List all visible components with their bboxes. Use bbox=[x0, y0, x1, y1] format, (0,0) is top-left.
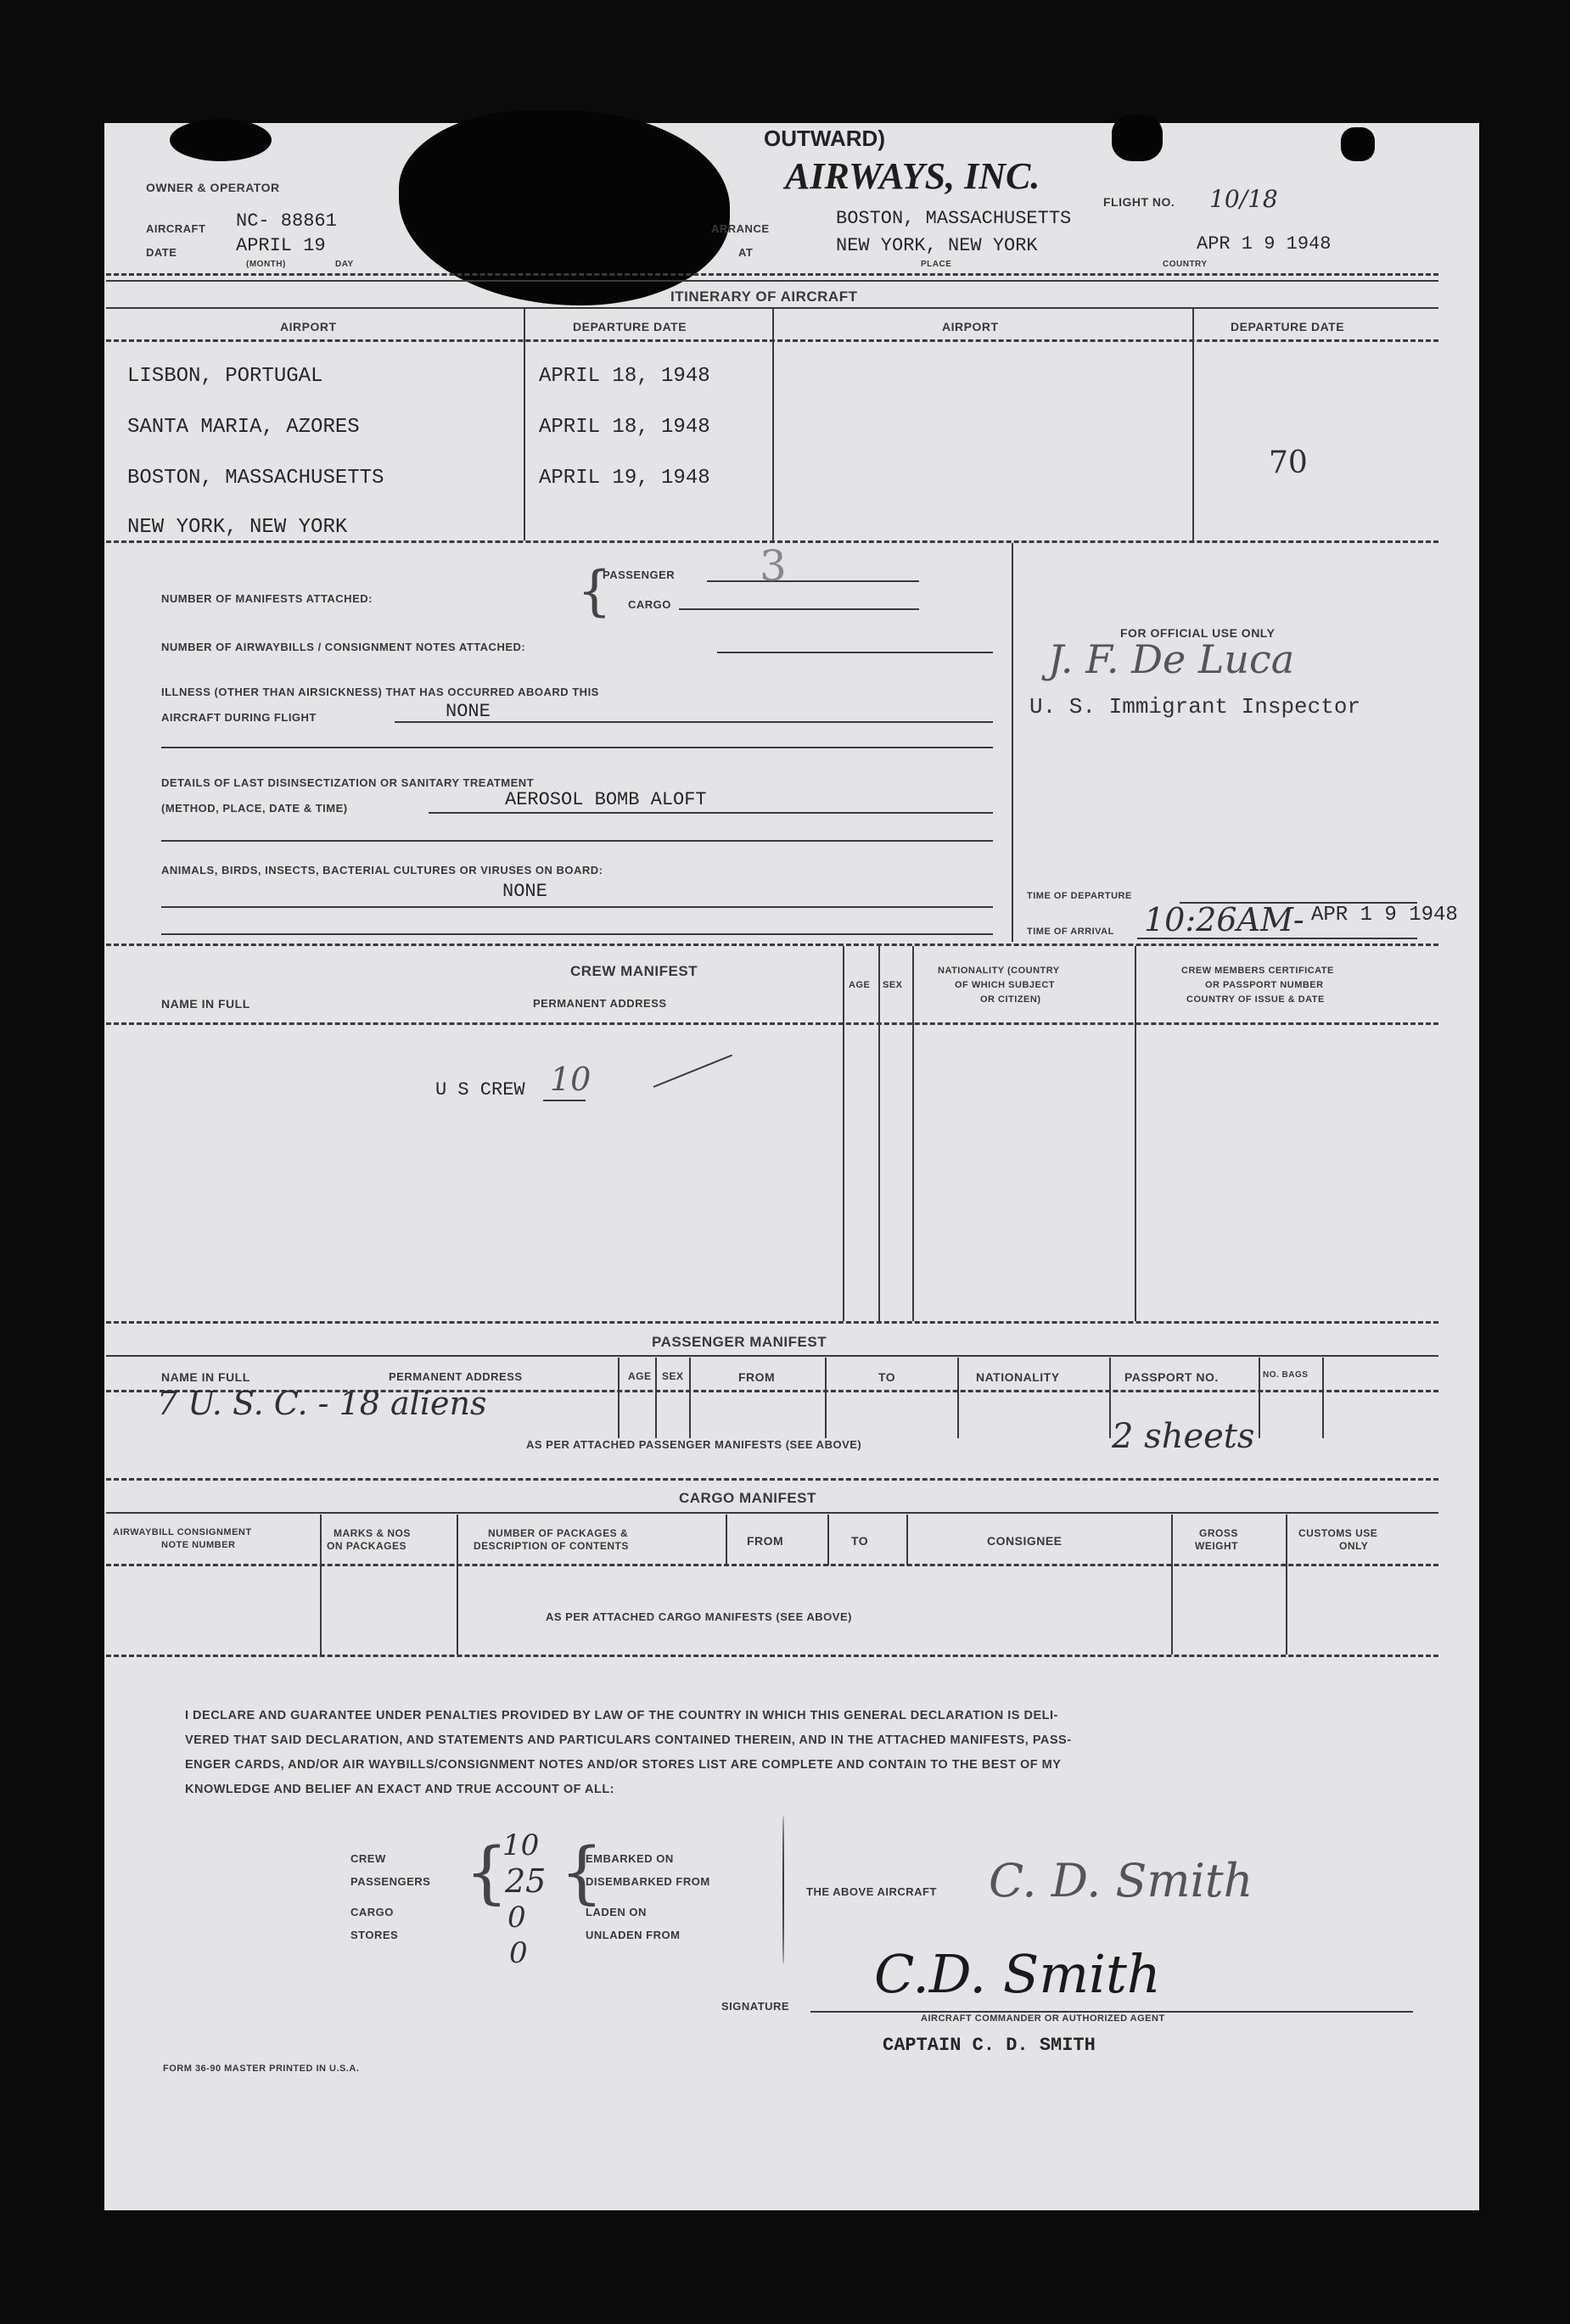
cargo-manifest-title: CARGO MANIFEST bbox=[679, 1490, 816, 1506]
crew-col-line-2 bbox=[878, 946, 880, 1321]
crew-col-line-3 bbox=[912, 946, 914, 1321]
itinerary-airport-1: LISBON, PORTUGAL bbox=[127, 365, 323, 388]
col-departure-date-2: DEPARTURE DATE bbox=[1231, 320, 1345, 333]
pass-col-bags: NO. BAGS bbox=[1263, 1370, 1309, 1380]
declaration-stores-label: STORES bbox=[350, 1929, 399, 1941]
declaration-crew-count: 10 bbox=[502, 1828, 540, 1862]
manifest-brace: { bbox=[577, 560, 612, 623]
col-departure-date: DEPARTURE DATE bbox=[573, 320, 687, 333]
us-crew-label: U S CREW bbox=[435, 1079, 525, 1100]
cargo-col-gross-1: GROSS bbox=[1199, 1527, 1238, 1539]
captain-name: CAPTAIN C. D. SMITH bbox=[883, 2035, 1096, 2056]
pass-col-line-3 bbox=[689, 1358, 691, 1438]
cargo-col-line-2 bbox=[457, 1515, 458, 1655]
pass-col-line-2 bbox=[655, 1358, 657, 1438]
cargo-col-from: FROM bbox=[747, 1534, 784, 1548]
declaration-right-brace: { bbox=[560, 1833, 603, 1912]
commander-label: AIRCRAFT COMMANDER OR AUTHORIZED AGENT bbox=[921, 2013, 1165, 2024]
date-label: DATE bbox=[146, 246, 177, 259]
header-rule bbox=[106, 273, 1438, 276]
crew-col-line-4 bbox=[1135, 946, 1136, 1321]
redaction-blot-right bbox=[1341, 127, 1375, 161]
illness-line-2 bbox=[161, 747, 993, 748]
cargo-col-line-4 bbox=[827, 1515, 829, 1565]
flight-number: 10/18 bbox=[1209, 185, 1278, 213]
crew-manifest-title: CREW MANIFEST bbox=[570, 963, 698, 979]
passenger-bottom-rule bbox=[106, 1478, 1438, 1481]
unladen-label: UNLADEN FROM bbox=[586, 1929, 681, 1941]
cargo-header-rule bbox=[106, 1564, 1438, 1566]
cargo-col-number-1: NUMBER OF PACKAGES & bbox=[488, 1527, 629, 1539]
above-aircraft-label: THE ABOVE AIRCRAFT bbox=[806, 1885, 937, 1898]
signature-line bbox=[810, 2011, 1413, 2013]
passenger-per-attached: AS PER ATTACHED PASSENGER MANIFESTS (SEE ABOVE) bbox=[526, 1438, 862, 1451]
laden-label: LADEN ON bbox=[586, 1906, 647, 1918]
pass-col-line-5 bbox=[957, 1358, 959, 1438]
animals-value: NONE bbox=[502, 881, 547, 902]
arrival-value: BOSTON, MASSACHUSETTS bbox=[836, 208, 1072, 229]
pass-col-sex: SEX bbox=[662, 1370, 684, 1382]
cargo-col-gross-2: WEIGHT bbox=[1195, 1540, 1238, 1552]
crew-col-nationality-1: NATIONALITY (COUNTRY bbox=[938, 966, 1060, 976]
arrival-time-label: TIME OF ARRIVAL bbox=[1027, 927, 1114, 937]
date-stamp: APR 1 9 1948 bbox=[1197, 233, 1332, 255]
pass-col-line-1 bbox=[618, 1358, 620, 1438]
passenger-manifest-title: PASSENGER MANIFEST bbox=[652, 1334, 827, 1350]
passenger-handwritten-count: 7 U. S. C. - 18 aliens bbox=[157, 1385, 487, 1422]
itinerary-date-3: APRIL 19, 1948 bbox=[539, 467, 710, 490]
manifests-label: NUMBER OF MANIFESTS ATTACHED: bbox=[161, 592, 373, 605]
crew-col-sex: SEX bbox=[883, 980, 903, 990]
cargo-col-customs-1: CUSTOMS USE bbox=[1298, 1527, 1378, 1539]
itinerary-airport-3: BOSTON, MASSACHUSETTS bbox=[127, 467, 384, 490]
cargo-col-customs-2: ONLY bbox=[1339, 1540, 1369, 1552]
crew-col-certificate-2: OR PASSPORT NUMBER bbox=[1205, 980, 1324, 990]
crew-col-certificate-3: COUNTRY OF ISSUE & DATE bbox=[1186, 994, 1325, 1005]
illness-label-1: ILLNESS (OTHER THAN AIRSICKNESS) THAT HAS OCCURRED ABOARD THIS bbox=[161, 686, 599, 698]
declaration-line-1: I DECLARE AND GUARANTEE UNDER PENALTIES PROVIDED BY LAW OF THE COUNTRY IN WHICH THIS GENERAL DECLARATION IS DELI- bbox=[185, 1709, 1058, 1722]
cargo-col-marks-2: ON PACKAGES bbox=[327, 1540, 407, 1552]
arrival-label: ARRANCE bbox=[711, 222, 770, 235]
itinerary-title: ITINERARY OF AIRCRAFT bbox=[670, 288, 858, 305]
cargo-col-marks-1: MARKS & NOS bbox=[334, 1527, 411, 1539]
cargo-col-to: TO bbox=[851, 1534, 869, 1548]
cargo-col-waybill-1: AIRWAYBILL CONSIGNMENT bbox=[113, 1527, 252, 1537]
itinerary-col-line-3 bbox=[1192, 307, 1194, 540]
declaration-crew-label: CREW bbox=[350, 1852, 386, 1865]
disinsect-value: AEROSOL BOMB ALOFT bbox=[505, 789, 707, 810]
details-bottom-rule bbox=[106, 944, 1438, 946]
arrival-time-line bbox=[1137, 938, 1417, 939]
cargo-col-line-3 bbox=[726, 1515, 727, 1565]
itinerary-col-line-1 bbox=[524, 307, 525, 540]
aircraft-value: NC- 88861 bbox=[236, 210, 337, 232]
declaration-left-brace: { bbox=[465, 1833, 508, 1912]
commander-signature: C.D. Smith bbox=[874, 1943, 1161, 2005]
passenger-manifest-count: 3 bbox=[760, 541, 787, 591]
pass-col-nationality: NATIONALITY bbox=[976, 1370, 1060, 1384]
cargo-col-line-7 bbox=[1286, 1515, 1287, 1655]
cargo-col-number-2: DESCRIPTION OF CONTENTS bbox=[474, 1540, 629, 1552]
disinsect-label-1: DETAILS OF LAST DISINSECTIZATION OR SANITARY TREATMENT bbox=[161, 776, 535, 789]
header-rule-2 bbox=[106, 280, 1438, 282]
cargo-title-rule bbox=[106, 1512, 1438, 1514]
declaration-passenger-count: 25 bbox=[505, 1862, 547, 1900]
redaction-blot-corner bbox=[1112, 115, 1163, 161]
disinsect-label-2: (METHOD, PLACE, DATE & TIME) bbox=[161, 802, 348, 815]
passenger-title-rule bbox=[106, 1355, 1438, 1357]
cargo-col-line-1 bbox=[320, 1515, 322, 1655]
embarked-label: EMBARKED ON bbox=[586, 1852, 674, 1865]
animals-line-2 bbox=[161, 933, 993, 935]
pass-col-to: TO bbox=[878, 1370, 896, 1384]
declaration-line-3: ENGER CARDS, AND/OR AIR WAYBILLS/CONSIGNMENT NOTES AND/OR STORES LIST ARE COMPLETE AND CONTAIN TO THE BEST OF MY bbox=[185, 1758, 1062, 1772]
pass-col-from: FROM bbox=[738, 1370, 776, 1384]
crew-col-line-1 bbox=[843, 946, 844, 1321]
cargo-manifest-label: CARGO bbox=[628, 598, 671, 611]
pass-col-passport: PASSPORT NO. bbox=[1124, 1370, 1219, 1384]
inspector-signature: J. F. De Luca bbox=[1048, 636, 1295, 682]
owner-label: OWNER & OPERATOR bbox=[146, 181, 280, 194]
cargo-col-waybill-2: NOTE NUMBER bbox=[161, 1540, 236, 1550]
form-number: FORM 36-90 MASTER PRINTED IN U.S.A. bbox=[163, 2064, 360, 2074]
month-label: (MONTH) bbox=[246, 260, 286, 269]
redaction-blot-edge bbox=[170, 119, 272, 161]
declaration-passengers-label: PASSENGERS bbox=[350, 1875, 431, 1888]
departure-time-label: TIME OF DEPARTURE bbox=[1027, 891, 1132, 901]
at-label: AT bbox=[738, 246, 754, 259]
itinerary-date-2: APRIL 18, 1948 bbox=[539, 416, 710, 439]
disinsect-line bbox=[429, 812, 993, 814]
date-value: APRIL 19 bbox=[236, 235, 326, 256]
crew-col-name: NAME IN FULL bbox=[161, 997, 250, 1011]
signature-label: SIGNATURE bbox=[721, 2000, 790, 2013]
place-label: PLACE bbox=[921, 260, 952, 269]
illness-line bbox=[395, 721, 993, 723]
us-crew-line bbox=[543, 1100, 586, 1101]
arrival-time-value: 10:26AM- bbox=[1144, 901, 1304, 938]
declaration-stores-count: 0 bbox=[509, 1936, 528, 1970]
itinerary-col-line-2 bbox=[772, 307, 774, 540]
airline-name: AIRWAYS, INC. bbox=[785, 155, 1040, 197]
col-airport: AIRPORT bbox=[280, 320, 337, 333]
itinerary-airport-2: SANTA MARIA, AZORES bbox=[127, 416, 360, 439]
day-label: DAY bbox=[335, 260, 354, 269]
pass-col-line-4 bbox=[825, 1358, 827, 1438]
pass-col-line-8 bbox=[1322, 1358, 1324, 1438]
disinsect-line-2 bbox=[161, 840, 993, 842]
itinerary-airport-4: NEW YORK, NEW YORK bbox=[127, 516, 348, 539]
crew-col-age: AGE bbox=[849, 980, 871, 990]
official-use-label: FOR OFFICIAL USE ONLY bbox=[1120, 626, 1276, 640]
at-value: NEW YORK, NEW YORK bbox=[836, 235, 1038, 256]
cargo-manifest-line bbox=[679, 608, 919, 610]
disembarked-label: DISEMBARKED FROM bbox=[586, 1875, 710, 1888]
pass-col-name: NAME IN FULL bbox=[161, 1370, 250, 1384]
crew-col-certificate-1: CREW MEMBERS CERTIFICATE bbox=[1181, 966, 1334, 976]
flight-label: FLIGHT NO. bbox=[1103, 195, 1175, 209]
outward-label: OUTWARD) bbox=[764, 126, 885, 151]
col-airport-2: AIRPORT bbox=[942, 320, 999, 333]
cargo-col-consignee: CONSIGNEE bbox=[987, 1534, 1063, 1548]
passenger-manifest-line bbox=[707, 580, 919, 582]
cargo-col-line-6 bbox=[1171, 1515, 1173, 1655]
pass-col-line-6 bbox=[1109, 1358, 1111, 1438]
passenger-manifest-label: PASSENGER bbox=[603, 568, 676, 581]
passenger-sheets: 2 sheets bbox=[1112, 1417, 1255, 1456]
crew-col-nationality-2: OF WHICH SUBJECT bbox=[955, 980, 1055, 990]
animals-line bbox=[161, 906, 993, 908]
illness-label-2: AIRCRAFT DURING FLIGHT bbox=[161, 711, 317, 724]
declaration-line-4: KNOWLEDGE AND BELIEF AN EXACT AND TRUE ACCOUNT OF ALL: bbox=[185, 1783, 615, 1796]
us-crew-count: 10 bbox=[550, 1061, 592, 1098]
above-aircraft-signature: C. D. Smith bbox=[989, 1854, 1253, 1907]
cargo-per-attached: AS PER ATTACHED CARGO MANIFESTS (SEE ABOVE) bbox=[546, 1610, 852, 1623]
crew-col-address: PERMANENT ADDRESS bbox=[533, 997, 667, 1010]
details-divider bbox=[1012, 543, 1013, 942]
cargo-bottom-rule bbox=[106, 1655, 1438, 1657]
country-label: COUNTRY bbox=[1163, 260, 1208, 269]
inspector-title: U. S. Immigrant Inspector bbox=[1029, 694, 1361, 720]
itinerary-date-1: APRIL 18, 1948 bbox=[539, 365, 710, 388]
crew-header-rule bbox=[106, 1022, 1438, 1025]
crew-col-nationality-3: OR CITIZEN) bbox=[980, 994, 1041, 1005]
animals-label: ANIMALS, BIRDS, INSECTS, BACTERIAL CULTURES OR VIRUSES ON BOARD: bbox=[161, 864, 603, 876]
pass-col-line-7 bbox=[1259, 1358, 1260, 1438]
arrival-date-stamp: APR 1 9 1948 bbox=[1311, 904, 1458, 927]
declaration-line-2: VERED THAT SAID DECLARATION, AND STATEMENTS AND PARTICULARS CONTAINED THEREIN, AND IN THE ATTACHED MANIFESTS, PASS- bbox=[185, 1733, 1072, 1747]
pass-col-address: PERMANENT ADDRESS bbox=[389, 1370, 523, 1383]
airwaybills-label: NUMBER OF AIRWAYBILLS / CONSIGNMENT NOTES ATTACHED: bbox=[161, 641, 526, 653]
airwaybills-line bbox=[717, 652, 993, 653]
declaration-cargo-label: CARGO bbox=[350, 1906, 394, 1918]
crew-bottom-rule bbox=[106, 1321, 1438, 1324]
declaration-cargo-count: 0 bbox=[507, 1901, 526, 1935]
declaration-paren bbox=[782, 1816, 784, 1964]
itinerary-handwritten-number: 70 bbox=[1269, 445, 1308, 480]
cargo-col-line-5 bbox=[906, 1515, 908, 1565]
aircraft-label: AIRCRAFT bbox=[146, 222, 206, 235]
pass-col-age: AGE bbox=[628, 1370, 652, 1382]
illness-value: NONE bbox=[446, 701, 491, 722]
